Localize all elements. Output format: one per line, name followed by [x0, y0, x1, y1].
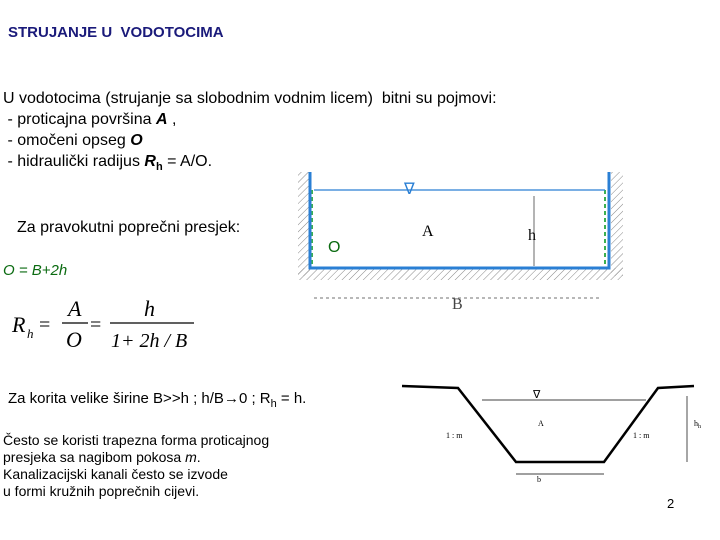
bullet-perimeter: - omočeni opseg O	[3, 132, 143, 149]
label-B: B	[452, 296, 463, 313]
channel-outline	[310, 172, 609, 268]
page-number: 2	[667, 496, 675, 511]
intro-text	[3, 88, 497, 178]
formula-R: R	[12, 312, 26, 337]
formula-eq2: =	[90, 314, 102, 336]
trap-label-A: A	[538, 419, 544, 428]
formula-eq1: =	[39, 314, 51, 336]
trapezoid-paragraph: Često se koristi trapezna forma proticajnog presjeka sa nagibom pokosa m. Kanalizacijski kanali često se izvode u formi kružnih poprečnih cijevi.	[3, 432, 270, 499]
trapezoid-outline	[402, 386, 694, 462]
formula-num2: h	[144, 296, 155, 321]
right-slope-label: 1 : m	[633, 431, 650, 440]
rect-section-heading: Za pravokutni poprečni presjek:	[17, 219, 241, 236]
label-h: h	[528, 227, 536, 244]
water-level-icon: ∇	[404, 181, 415, 198]
formula-R-sub: h	[27, 326, 34, 341]
right-ground-hatch	[611, 172, 623, 276]
trap-label-h: $h_h$	[694, 419, 701, 430]
bullet-area: - proticajna površina A ,	[3, 111, 177, 128]
trapezoid-section-diagram	[398, 380, 720, 498]
trap-label-b: b	[537, 475, 541, 484]
formula-den2: 1+ 2h / B	[111, 330, 188, 352]
intro-line: U vodotocima (strujanje sa slobodnim vodnim licem) bitni su pojmovi:	[3, 90, 497, 107]
arrow-icon: →	[223, 390, 239, 407]
label-O: O	[328, 239, 341, 256]
label-A: A	[422, 223, 434, 240]
hydraulic-radius-formula	[8, 294, 208, 356]
perimeter-formula: O = B+2h	[3, 262, 68, 279]
bullet-radius: - hidraulički radijus $R_h = A/O$.	[3, 153, 213, 174]
wide-channel-text: Za korita velike širine B>>h ; h/B→0 ; $R_h = h$.	[8, 390, 307, 410]
bottom-ground-hatch	[298, 268, 623, 280]
rectangular-section-diagram	[296, 170, 626, 315]
formula-den1: O	[66, 327, 82, 352]
page-title: STRUJANJE U VODOTOCIMA	[8, 24, 224, 41]
trap-water-level-icon: ∇	[533, 389, 541, 401]
left-slope-label: 1 : m	[446, 431, 463, 440]
formula-num1: A	[68, 296, 82, 321]
left-ground-hatch	[298, 172, 310, 276]
